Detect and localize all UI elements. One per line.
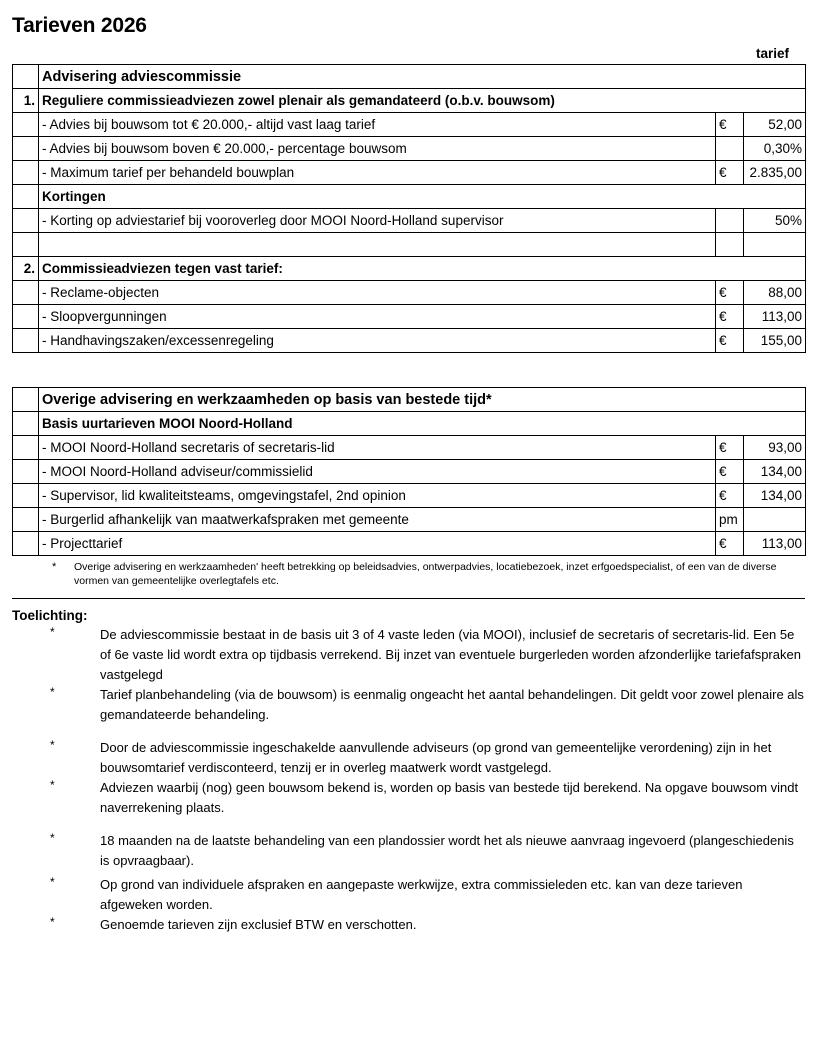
list-item — [12, 778, 805, 818]
list-item — [12, 738, 805, 778]
row-currency — [716, 233, 744, 257]
row-number: 1. — [13, 89, 39, 113]
row-number — [13, 460, 39, 484]
list-item-text: De adviescommissie bestaat in de basis uit 3 of 4 vaste leden (via MOOI), inclusief de secretaris of secretaris-lid. Een 5e of 6e vaste lid wordt extra op tijdbasis verrekend. Bij inzet van eventuele burgerleden worden afzonderlijke tariefafspraken vastgelegd — [100, 627, 801, 682]
table-row — [13, 89, 806, 113]
row-value: 93,00 — [744, 436, 806, 460]
row-text: - Advies bij bouwsom tot € 20.000,- altijd vast laag tarief — [39, 113, 716, 137]
page-title: Tarieven 2026 — [12, 14, 147, 37]
horizontal-divider — [12, 598, 805, 599]
list-item-marker: * — [50, 685, 55, 699]
row-number — [13, 161, 39, 185]
list-item — [12, 831, 805, 871]
row-text: Reguliere commissieadviezen zowel plenair als gemandateerd (o.b.v. bouwsom) — [39, 89, 806, 113]
row-number — [13, 305, 39, 329]
toelichting-list — [0, 625, 817, 935]
row-value: 0,30% — [744, 137, 806, 161]
row-text: - MOOI Noord-Holland adviseur/commissielid — [39, 460, 716, 484]
list-item-text: 18 maanden na de laatste behandeling van een plandossier wordt het als nieuwe aanvraag ingevoerd (plangeschiedenis is opvraagbaar). — [100, 833, 794, 868]
row-currency: € — [716, 329, 744, 353]
row-number — [13, 113, 39, 137]
list-item-text: Door de adviescommissie ingeschakelde aanvullende adviseurs (op grond van gemeentelijke verordening) zijn in het bouwsomtarief verdisconteerd, tenzij er in overleg maatwerk wordt vastgelegd. — [100, 740, 772, 775]
document-page — [0, 14, 817, 1062]
tariff-table-advisering — [12, 64, 806, 353]
row-currency: € — [716, 281, 744, 305]
row-number — [13, 137, 39, 161]
row-currency: € — [716, 436, 744, 460]
table-row-blank — [13, 233, 806, 257]
list-item-text: Genoemde tarieven zijn exclusief BTW en verschotten. — [100, 917, 417, 932]
row-text: - MOOI Noord-Holland secretaris of secretaris-lid — [39, 436, 716, 460]
table1-header-row — [13, 65, 806, 89]
tariff-table-overige — [12, 387, 806, 556]
list-item-text: Op grond van individuele afspraken en aangepaste werkwijze, extra commissieleden etc. kan van deze tarieven afgeweken worden. — [100, 877, 743, 912]
list-item — [12, 685, 805, 725]
table-row — [13, 508, 806, 532]
list-item-marker: * — [50, 831, 55, 845]
toelichting-title: Toelichting: — [12, 608, 88, 623]
row-text: - Projecttarief — [39, 532, 716, 556]
row-currency — [716, 209, 744, 233]
row-number — [13, 412, 39, 436]
list-item-marker: * — [50, 875, 55, 889]
row-number — [13, 185, 39, 209]
table-row — [13, 113, 806, 137]
list-item-marker: * — [50, 738, 55, 752]
row-number — [13, 532, 39, 556]
table2-header-title: Overige advisering en werkzaamheden op basis van bestede tijd* — [39, 388, 806, 412]
row-currency: € — [716, 161, 744, 185]
table2-footnote — [12, 560, 805, 588]
table-row — [13, 532, 806, 556]
table-row — [13, 209, 806, 233]
table2-header-numcell — [13, 388, 39, 412]
list-item-marker: * — [50, 915, 55, 929]
row-number — [13, 209, 39, 233]
row-number — [13, 484, 39, 508]
table-row — [13, 137, 806, 161]
row-text: Basis uurtarieven MOOI Noord-Holland — [39, 412, 806, 436]
row-value: 155,00 — [744, 329, 806, 353]
table-row — [13, 161, 806, 185]
table1-header-numcell — [13, 65, 39, 89]
row-value: 113,00 — [744, 532, 806, 556]
table-row — [13, 305, 806, 329]
table-row — [13, 436, 806, 460]
table2-header-row — [13, 388, 806, 412]
row-text — [39, 233, 716, 257]
row-text: - Handhavingszaken/excessenregeling — [39, 329, 716, 353]
tarief-column-header: tarief — [755, 46, 789, 61]
list-item-text: Adviezen waarbij (nog) geen bouwsom bekend is, worden op basis van bestede tijd berekend. Na opgave bouwsom vindt naverrekening plaats. — [100, 780, 799, 815]
row-text: - Supervisor, lid kwaliteitsteams, omgevingstafel, 2nd opinion — [39, 484, 716, 508]
row-text: Kortingen — [39, 185, 806, 209]
row-text: Commissieadviezen tegen vast tarief: — [39, 257, 806, 281]
table-row — [13, 257, 806, 281]
row-value: 2.835,00 — [744, 161, 806, 185]
table-row — [13, 185, 806, 209]
row-number — [13, 233, 39, 257]
row-value — [744, 508, 806, 532]
row-text: - Reclame-objecten — [39, 281, 716, 305]
row-currency: € — [716, 113, 744, 137]
footnote-text: Overige advisering en werkzaamheden' heeft betrekking op beleidsadvies, ontwerpadvies, locatiebezoek, inzet erfgoedspecialist, of een van de diverse vormen van gemeentelijke overlegtafels etc. — [74, 561, 777, 587]
list-item — [12, 625, 805, 685]
row-currency — [716, 137, 744, 161]
row-value: 50% — [744, 209, 806, 233]
list-item-marker: * — [50, 778, 55, 792]
row-number: 2. — [13, 257, 39, 281]
table-row — [13, 281, 806, 305]
row-text: - Sloopvergunningen — [39, 305, 716, 329]
row-number — [13, 281, 39, 305]
row-value: 88,00 — [744, 281, 806, 305]
list-item-text: Tarief planbehandeling (via de bouwsom) is eenmalig ongeacht het aantal behandelingen. Dit geldt voor zowel plenaire als gemandateerde behandeling. — [100, 687, 804, 722]
row-value — [744, 233, 806, 257]
row-text: - Advies bij bouwsom boven € 20.000,- percentage bouwsom — [39, 137, 716, 161]
row-text: - Korting op adviestarief bij vooroverleg door MOOI Noord-Holland supervisor — [39, 209, 716, 233]
row-value: 134,00 — [744, 484, 806, 508]
row-currency: pm — [716, 508, 744, 532]
list-item — [12, 915, 805, 935]
table-row — [13, 460, 806, 484]
row-number — [13, 508, 39, 532]
list-item-marker: * — [50, 625, 55, 639]
row-currency: € — [716, 484, 744, 508]
row-currency: € — [716, 532, 744, 556]
table2-body — [13, 388, 806, 556]
row-number — [13, 329, 39, 353]
table-gap — [0, 353, 817, 387]
table-row — [13, 412, 806, 436]
table-row — [13, 329, 806, 353]
row-currency: € — [716, 305, 744, 329]
table1-body — [13, 65, 806, 353]
row-text: - Burgerlid afhankelijk van maatwerkafspraken met gemeente — [39, 508, 716, 532]
row-currency: € — [716, 460, 744, 484]
row-value: 113,00 — [744, 305, 806, 329]
table-row — [13, 484, 806, 508]
row-number — [13, 436, 39, 460]
row-value: 134,00 — [744, 460, 806, 484]
list-item — [12, 875, 805, 915]
row-value: 52,00 — [744, 113, 806, 137]
footnote-marker: * — [52, 561, 57, 573]
table1-header-title: Advisering adviescommissie — [39, 65, 806, 89]
row-text: - Maximum tarief per behandeld bouwplan — [39, 161, 716, 185]
